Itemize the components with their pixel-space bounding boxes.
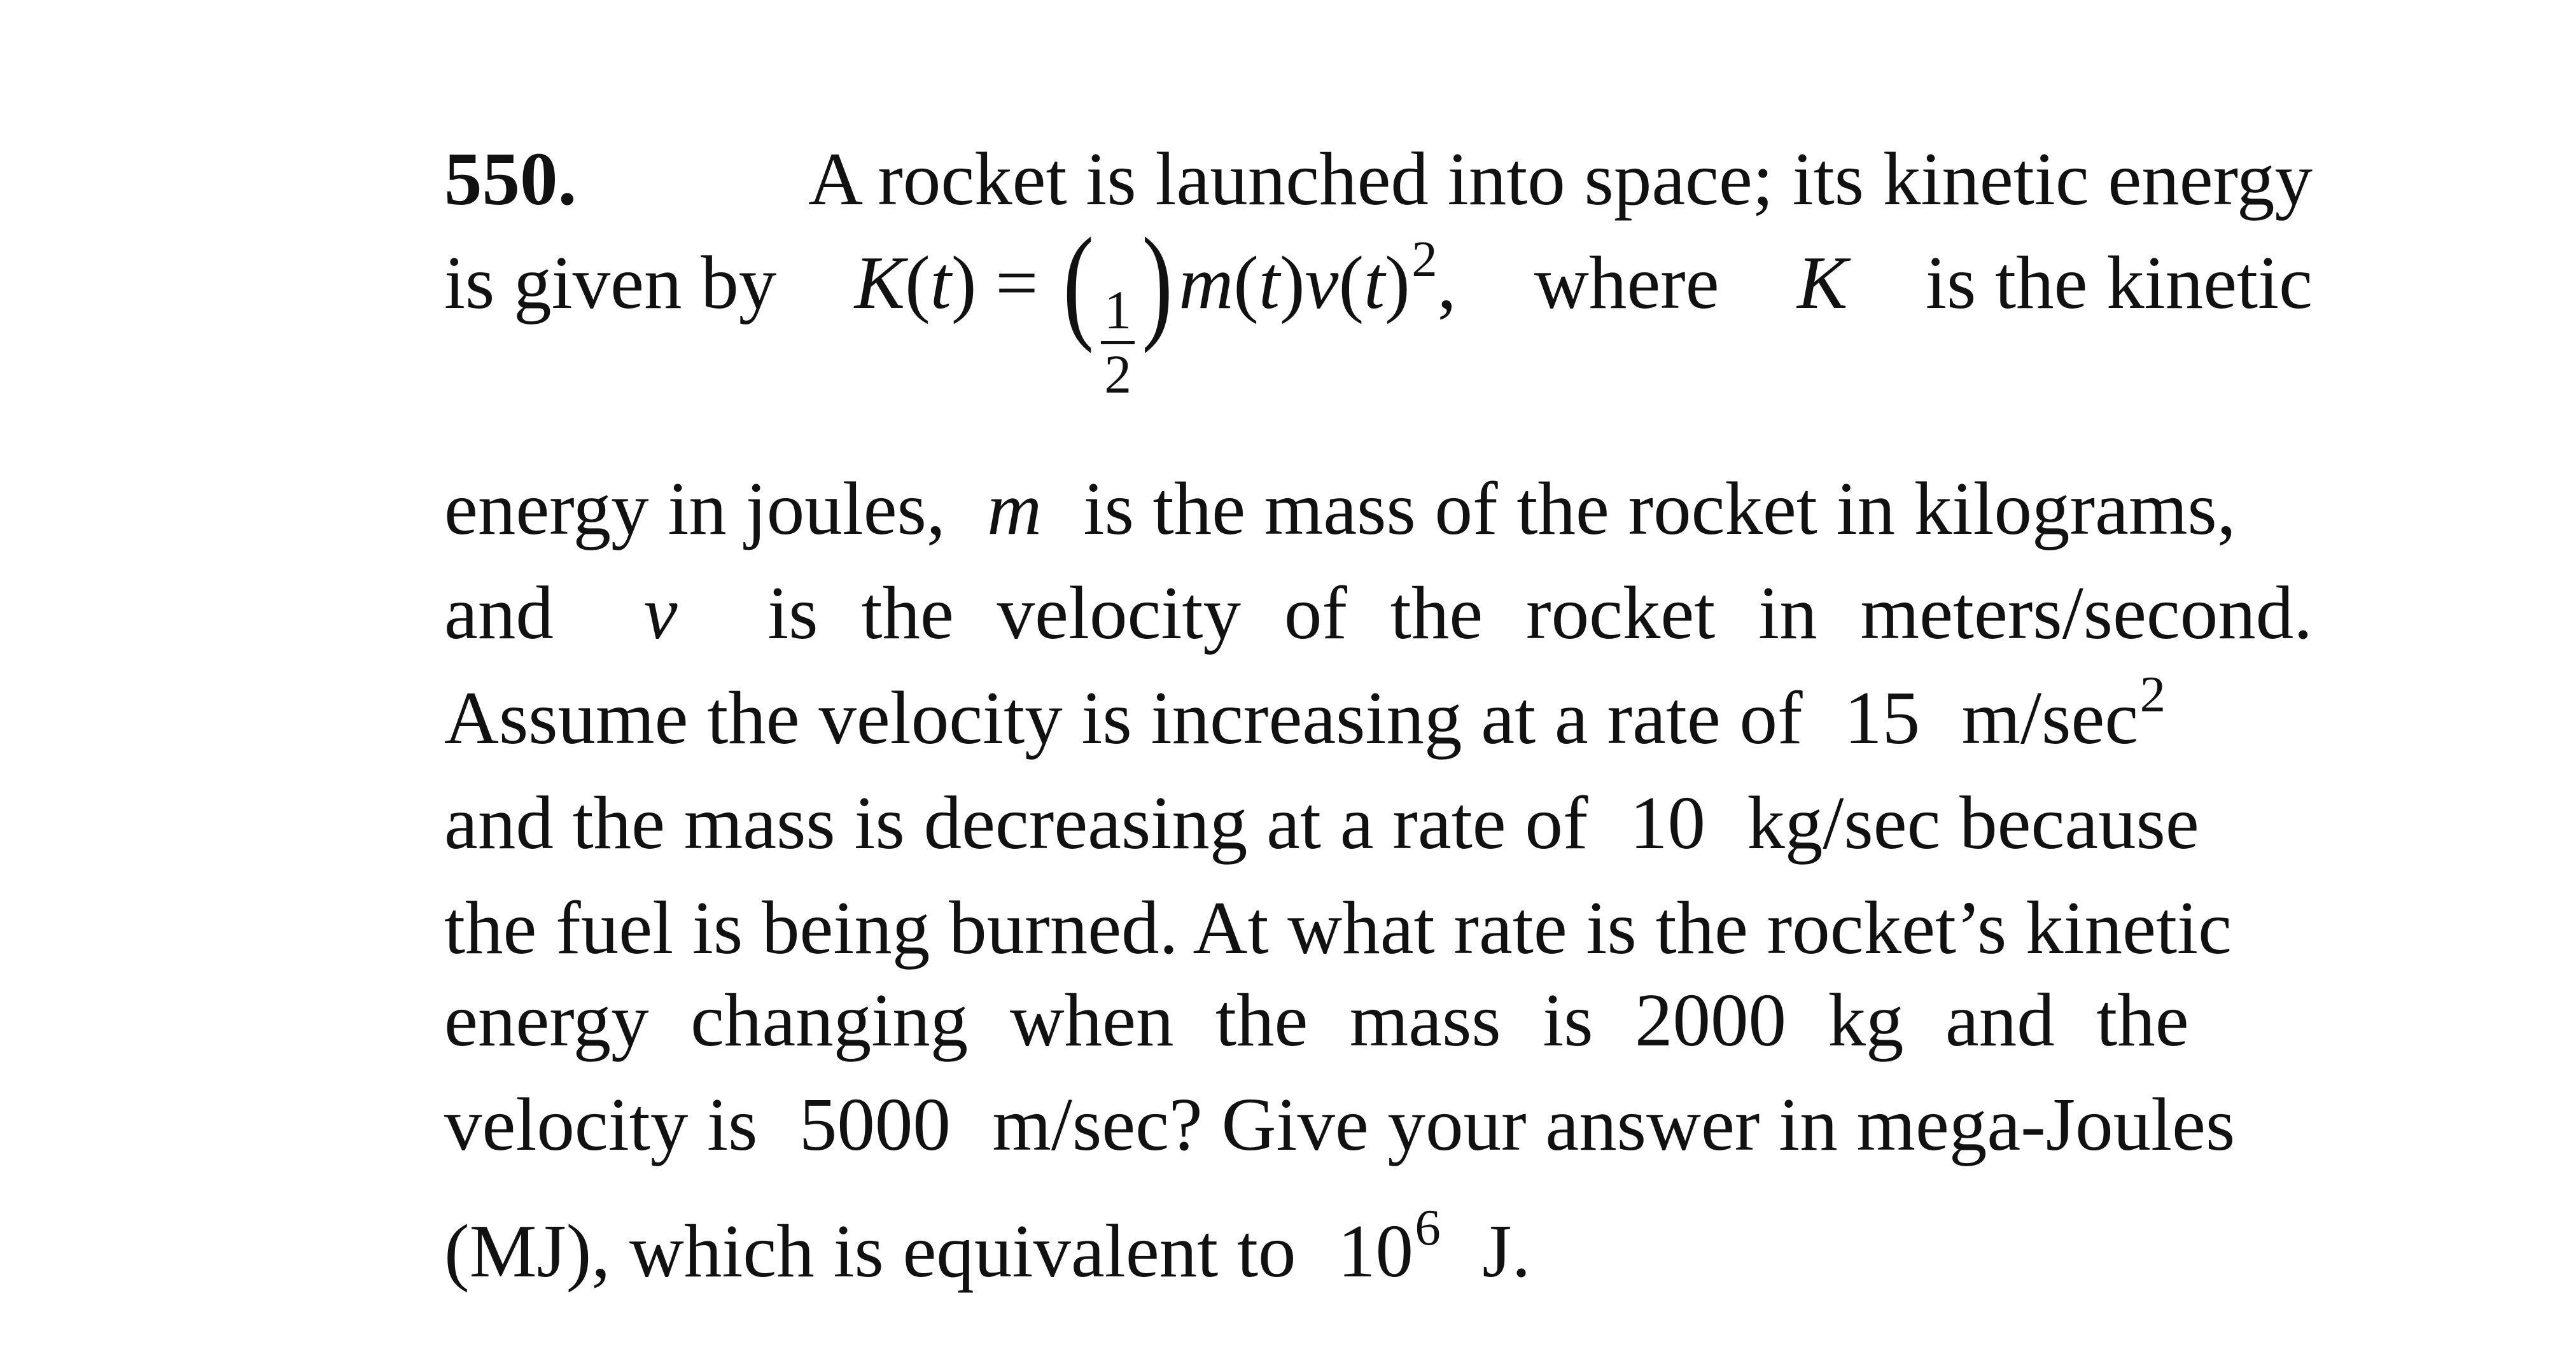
line-6 bbox=[444, 778, 2313, 869]
formula-m-close: ) bbox=[1280, 240, 1305, 325]
line-7 bbox=[444, 883, 2313, 974]
power-base: 10 bbox=[1337, 1209, 1413, 1294]
line-2-lead: is given by bbox=[444, 240, 777, 325]
formula-m: m bbox=[1179, 240, 1234, 325]
line-1-text: A rocket is launched into space; its kinetic energy bbox=[808, 137, 2313, 221]
formula-v-open: ( bbox=[1338, 240, 1364, 325]
line-3 bbox=[444, 463, 2313, 554]
formula-m-t: t bbox=[1258, 240, 1280, 325]
formula-comma: , bbox=[1437, 240, 1457, 325]
line-5 bbox=[444, 666, 2313, 764]
variable-m: m bbox=[987, 466, 1042, 550]
line-6-lead: and the mass is decreasing at a rate of bbox=[444, 780, 1588, 865]
variable-v: v bbox=[643, 571, 678, 655]
line-4-lead: and bbox=[444, 571, 554, 655]
formula-k: K bbox=[854, 240, 906, 325]
kinetic-energy-formula: K ( t ) = ( 1 2 ) m ( t ) v ( t ) 2 , bbox=[854, 211, 1457, 405]
line-9 bbox=[444, 1079, 2313, 1170]
line-9-tail: m/sec? Give your answer in mega-Joules bbox=[992, 1082, 2236, 1167]
line-4-tail-wrap bbox=[767, 568, 2313, 659]
mass-value: 2000 bbox=[1635, 977, 1787, 1062]
fraction-numerator: 1 bbox=[1104, 280, 1132, 341]
line-9-lead: velocity is bbox=[444, 1082, 758, 1167]
formula-v-close: ) bbox=[1385, 240, 1410, 325]
line-5-lead: Assume the velocity is increasing at a rate of bbox=[444, 676, 1803, 760]
line-10-tail: J. bbox=[1482, 1209, 1531, 1294]
velocity-value: 5000 bbox=[799, 1082, 951, 1167]
line-8-tail: kg and the bbox=[1828, 977, 2189, 1062]
line-8-lead: energy changing when the mass is bbox=[444, 977, 1593, 1062]
line-8 bbox=[444, 975, 2313, 1066]
formula-v-t: t bbox=[1364, 240, 1385, 325]
line-4 bbox=[444, 568, 2313, 659]
formula-v: v bbox=[1305, 240, 1339, 325]
line-3-tail: is the mass of the rocket in kilograms, bbox=[1083, 466, 2236, 550]
line-3-lead: energy in joules, bbox=[444, 466, 946, 550]
line-7-text: the fuel is being burned. At what rate is the rocket’s kinetic bbox=[444, 885, 2232, 970]
line-4-tail: is the velocity of the rocket in meters/second. bbox=[767, 571, 2313, 655]
mass-rate-value: 10 bbox=[1629, 780, 1705, 865]
formula-m-open: ( bbox=[1233, 240, 1259, 325]
line-2-where: where bbox=[1534, 240, 1719, 325]
fraction-denominator: 2 bbox=[1104, 344, 1132, 405]
formula-k-close: ) bbox=[951, 240, 977, 325]
formula-equals: = bbox=[995, 240, 1039, 325]
power-exponent: 6 bbox=[1415, 1199, 1441, 1257]
line-10-lead: (MJ), which is equivalent to bbox=[444, 1209, 1296, 1294]
acceleration-exponent: 2 bbox=[2139, 666, 2166, 723]
line-2 bbox=[444, 211, 2313, 405]
variable-k: K bbox=[1797, 240, 1848, 325]
line-1 bbox=[444, 134, 2313, 225]
formula-fraction bbox=[1101, 280, 1135, 405]
acceleration-value: 15 bbox=[1844, 676, 1921, 760]
formula-k-open: ( bbox=[905, 240, 930, 325]
problem-text bbox=[444, 134, 2313, 1297]
formula-k-t: t bbox=[930, 240, 951, 325]
acceleration-unit: m/sec bbox=[1961, 676, 2139, 760]
problem-number: 550. bbox=[444, 137, 577, 221]
line-6-tail: kg/sec because bbox=[1747, 780, 2199, 865]
line-2-tail: is the kinetic bbox=[1925, 240, 2313, 325]
line-10 bbox=[444, 1199, 2313, 1297]
formula-exponent: 2 bbox=[1411, 230, 1438, 288]
